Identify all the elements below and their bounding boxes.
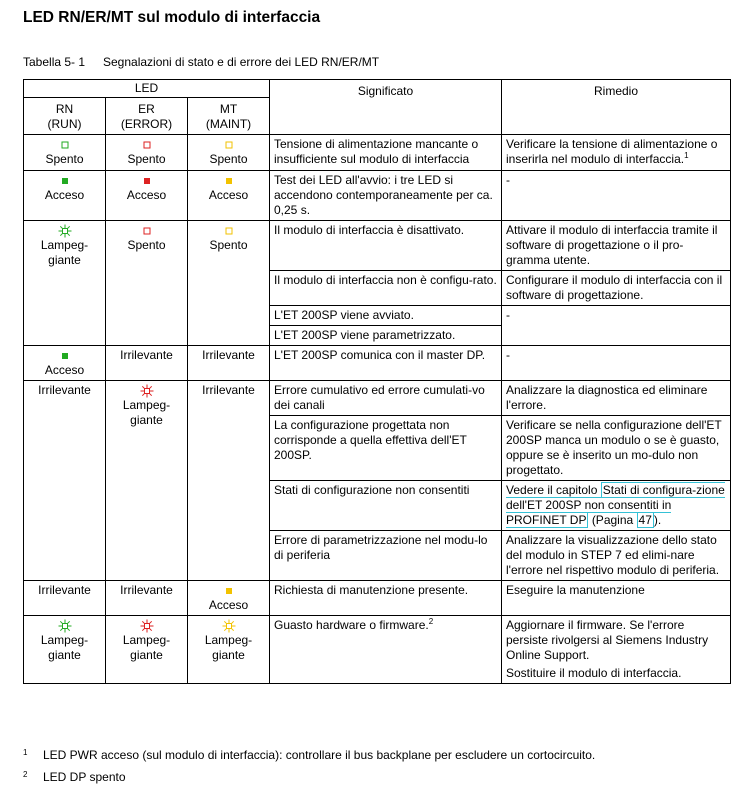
significato-cell: L'ET 200SP viene parametrizzato.: [270, 326, 502, 346]
rimedio-cell: [502, 616, 731, 684]
header-mt: [188, 98, 270, 135]
table-row: [24, 581, 731, 616]
led-on-yellow-icon: [192, 174, 265, 188]
table-row: [24, 221, 731, 271]
table-caption-text: Segnalazioni di stato e di errore dei LED RN/ER/MT: [103, 55, 380, 69]
er-cell: [106, 135, 188, 171]
led-state-cont: giante: [212, 648, 245, 662]
mt-cell: Irrilevante: [188, 346, 270, 381]
significato-cell: Errore di parametrizzazione nel modu-lo di periferia: [270, 531, 502, 581]
page-link[interactable]: 47: [638, 513, 652, 527]
page-title: LED RN/ER/MT sul modulo di interfaccia: [23, 9, 321, 26]
led-state: Lampeg-: [204, 633, 253, 647]
header-mt-sub: (MAINT): [205, 117, 252, 131]
rn-cell: [24, 171, 106, 221]
chapter-link[interactable]: Stati di configura-zione dell'ET 200SP non consentiti in PROFINET DP: [506, 483, 725, 527]
er-cell: [106, 171, 188, 221]
led-blink-red-icon: [110, 619, 183, 633]
led-state: Lampeg-: [40, 238, 89, 252]
led-state: Spento: [45, 152, 84, 166]
footnote-text: LED PWR acceso (sul modulo di interfaccia): controllare il bus backplane per escludere un cortocircuito.: [43, 748, 596, 762]
table-row: [24, 135, 731, 171]
led-off-yellow-icon: [192, 138, 265, 152]
table-caption: [23, 55, 379, 69]
led-blink-green-icon: [28, 619, 101, 633]
led-off-yellow-icon: [192, 224, 265, 238]
footnote-ref: 2: [428, 617, 434, 626]
table-row: [24, 171, 731, 221]
footnote: [23, 748, 595, 762]
rn-cell: Irrilevante: [24, 581, 106, 616]
mt-cell: [188, 135, 270, 171]
significato-cell: Richiesta di manutenzione presente.: [270, 581, 502, 616]
led-state: Lampeg-: [40, 633, 89, 647]
rimedio-text-2: Sostituire il modulo di interfaccia.: [506, 666, 682, 680]
significato-cell: Il modulo di interfaccia è disattivato.: [270, 221, 502, 271]
rimedio-cell: -: [502, 306, 731, 346]
led-state: Spento: [209, 238, 248, 252]
led-state: Acceso: [44, 188, 85, 202]
footnote-ref: 1: [684, 151, 689, 160]
led-blink-green-icon: [28, 224, 101, 238]
rimedio-cell: Verificare se nella configurazione dell'ET 200SP manca un modulo o se è guasto, oppure se è inserito un mo-dulo non progettato.: [502, 416, 731, 481]
header-rn-label: RN: [55, 102, 74, 116]
page-ref-suffix: ).: [653, 513, 662, 527]
rn-cell: [24, 346, 106, 381]
header-rimedio: Rimedio: [502, 80, 731, 135]
mt-cell: [188, 581, 270, 616]
led-state: Lampeg-: [122, 398, 171, 412]
led-state-cont: giante: [48, 648, 81, 662]
significato-cell: Tensione di alimentazione mancante o insufficiente sul modulo di interfaccia: [270, 135, 502, 171]
mt-cell: [188, 616, 270, 684]
rimedio-cell: Analizzare la diagnostica ed eliminare l'errore.: [502, 381, 731, 416]
table-row: [24, 381, 731, 416]
page-ref-prefix: (Pagina: [591, 513, 634, 527]
mt-cell: [188, 171, 270, 221]
rn-cell: [24, 221, 106, 346]
led-state: Spento: [209, 152, 248, 166]
table-number: Tabella 5- 1: [23, 55, 86, 69]
header-mt-label: MT: [219, 102, 238, 116]
led-on-red-icon: [110, 174, 183, 188]
header-significato: Significato: [270, 80, 502, 135]
table-row: [24, 616, 731, 684]
led-state-cont: giante: [130, 413, 163, 427]
led-state: Acceso: [126, 188, 167, 202]
er-cell: Irrilevante: [106, 346, 188, 381]
led-off-red-icon: [110, 224, 183, 238]
er-cell: Irrilevante: [106, 581, 188, 616]
significato-cell: L'ET 200SP viene avviato.: [270, 306, 502, 326]
rimedio-cell: -: [502, 171, 731, 221]
er-cell: [106, 616, 188, 684]
footnote-mark: 1: [23, 748, 28, 757]
led-state: Spento: [127, 152, 166, 166]
significato-cell: Test dei LED all'avvio: i tre LED si accendono contemporaneamente per ca. 0,25 s.: [270, 171, 502, 221]
significato-cell: Il modulo di interfaccia non è configu-rato.: [270, 271, 502, 306]
header-rn: [24, 98, 106, 135]
rn-cell: Irrilevante: [24, 381, 106, 581]
significato-cell: L'ET 200SP comunica con il master DP.: [270, 346, 502, 381]
led-state-cont: giante: [130, 648, 163, 662]
mt-cell: Irrilevante: [188, 381, 270, 581]
significato-text: Guasto hardware o firmware.: [274, 618, 429, 632]
footnote: [23, 770, 126, 784]
header-er: [106, 98, 188, 135]
rimedio-text: Vedere il capitolo: [506, 483, 598, 497]
header-er-sub: (ERROR): [120, 117, 173, 131]
led-on-green-icon: [28, 174, 101, 188]
mt-cell: [188, 221, 270, 346]
led-on-green-icon: [28, 349, 101, 363]
significato-cell: Stati di configurazione non consentiti: [270, 481, 502, 531]
led-on-yellow-icon: [192, 584, 265, 598]
significato-cell: [270, 616, 502, 684]
header-er-label: ER: [138, 102, 155, 116]
rimedio-cell: Analizzare la visualizzazione dello stato del modulo in STEP 7 ed elimi-nare l'errore nel rispettivo modulo di periferia.: [502, 531, 731, 581]
er-cell: [106, 381, 188, 581]
footnote-text: LED DP spento: [43, 770, 126, 784]
table-row: [24, 346, 731, 381]
er-cell: [106, 221, 188, 346]
header-led: LED: [24, 80, 270, 98]
led-state: Spento: [127, 238, 166, 252]
rimedio-text: Verificare la tensione di alimentazione o inserirla nel modulo di interfaccia.: [506, 137, 718, 166]
led-state: Acceso: [208, 598, 249, 612]
led-off-green-icon: [28, 138, 101, 152]
rimedio-text: Aggiornare il firmware. Se l'errore persiste rivolgersi al Siemens Industry Online Support.: [506, 618, 709, 662]
rimedio-cell: -: [502, 346, 731, 381]
rn-cell: [24, 616, 106, 684]
significato-cell: Errore cumulativo ed errore cumulati-vo dei canali: [270, 381, 502, 416]
rimedio-cell: Eseguire la manutenzione: [502, 581, 731, 616]
led-off-red-icon: [110, 138, 183, 152]
led-blink-red-icon: [110, 384, 183, 398]
led-state: Acceso: [44, 363, 85, 377]
led-state: Lampeg-: [122, 633, 171, 647]
led-blink-yellow-icon: [192, 619, 265, 633]
rimedio-cell: [502, 135, 731, 171]
rimedio-cell: [502, 481, 731, 531]
led-state-cont: giante: [48, 253, 81, 267]
footnote-mark: 2: [23, 770, 28, 779]
led-state: Acceso: [208, 188, 249, 202]
header-rn-sub: (RUN): [47, 117, 82, 131]
led-status-table: [23, 79, 731, 684]
rimedio-cell: Attivare il modulo di interfaccia tramite il software di progettazione o il pro-gramma utente.: [502, 221, 731, 271]
rn-cell: [24, 135, 106, 171]
rimedio-cell: Configurare il modulo di interfaccia con il software di progettazione.: [502, 271, 731, 306]
significato-cell: La configurazione progettata non corrisponde a quella effettiva dell'ET 200SP.: [270, 416, 502, 481]
